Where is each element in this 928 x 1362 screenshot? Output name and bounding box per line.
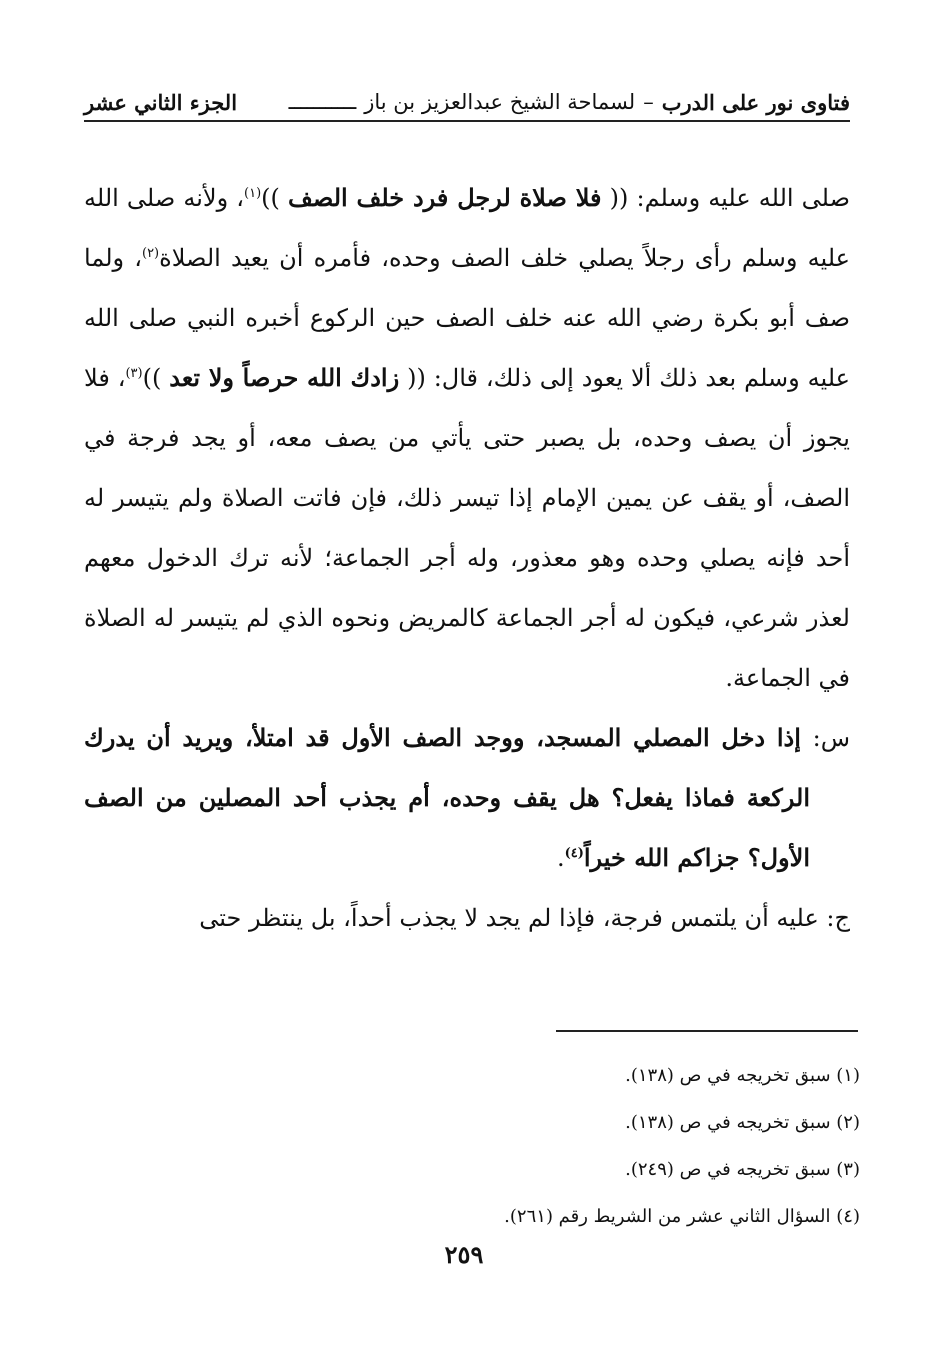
footnote-3: (٣) سبق تخريجه في ص (٢٤٩). <box>625 1159 860 1180</box>
footnote-ref-3: (٣) <box>125 366 143 381</box>
answer-text: عليه أن يلتمس فرجة، فإذا لم يجد لا يجذب أحداً، بل ينتظر حتى <box>199 904 819 932</box>
text-run: ، ولأنه صلى الله عليه وسلم رأى رجلاً يصلي خلف الصف وحده، فأمره أن يعيد الصلاة <box>84 184 851 272</box>
paragraph-1 <box>84 168 850 708</box>
question-text: إذا دخل المصلي المسجد، ووجد الصف الأول قد امتلأ، ويريد أن يدرك الركعة فماذا يفعل؟ هل يقف وحده، أم يجذب أحد المصلين من الصف الأول؟ جزاكم الله خيراً <box>84 723 810 872</box>
footnote-4: (٤) السؤال الثاني عشر من الشريط رقم (٢٦١). <box>504 1206 860 1227</box>
header-title-group <box>289 90 850 115</box>
author-name: لسماحة الشيخ عبدالعزيز بن باز <box>364 90 636 114</box>
question-label: س: <box>812 724 850 752</box>
footnote-ref-1: (١) <box>244 186 262 201</box>
text-run: ، ولما صف أبو بكرة رضي الله عنه خلف الصف حين الركوع أخبره النبي صلى الله عليه وسلم بعد ذلك ألا يعود إلى ذلك، قال: (( <box>84 244 851 392</box>
footnote-2: (٢) سبق تخريجه في ص (١٣٨). <box>625 1112 860 1133</box>
book-title: فتاوى نور على الدرب <box>661 89 850 115</box>
header-rule: ـــــــــــ <box>288 90 357 114</box>
text-run: . <box>556 844 565 872</box>
footnote-ref-4: (٤) <box>564 846 584 861</box>
main-text <box>84 168 850 948</box>
part-label: الجزء الثاني عشر <box>84 89 238 115</box>
text-run: )) <box>142 364 162 392</box>
header-separator: – <box>643 90 654 114</box>
answer-paragraph <box>84 888 850 948</box>
text-run: ، فلا يجوز أن يصف وحده، بل يصبر حتى يأتي من يصف معه، أو يجد فرجة في الصف، أو يقف عن يمين الإمام إذا تيسر ذلك، فإن فاتت الصلاة ولم يتيسر له أحد فإنه يصلي وحده وهو معذور، وله أجر الجماعة؛ لأنه ترك الدخول معهم لعذر شرعي، فيكون له أجر الجماعة كالمريض ونحوه الذي لم يتيسر له الصلاة في الجماعة. <box>84 364 850 692</box>
footnote-1: (١) سبق تخريجه في ص (١٣٨). <box>625 1065 860 1086</box>
hadith-quote-2: زادك الله حرصاً ولا تعد <box>169 363 400 392</box>
footnotes <box>160 1052 860 1240</box>
text-run: صلى الله عليه وسلم: (( <box>609 184 851 212</box>
running-header <box>84 84 850 122</box>
question-paragraph <box>84 708 850 888</box>
page-number: ٢٥٩ <box>444 1240 484 1269</box>
footnote-divider <box>556 1030 858 1032</box>
footnote-ref-2: (٢) <box>141 246 160 261</box>
text-run: )) <box>261 184 280 212</box>
hadith-quote-1: فلا صلاة لرجل فرد خلف الصف <box>288 183 602 212</box>
answer-label: ج: <box>826 904 850 932</box>
